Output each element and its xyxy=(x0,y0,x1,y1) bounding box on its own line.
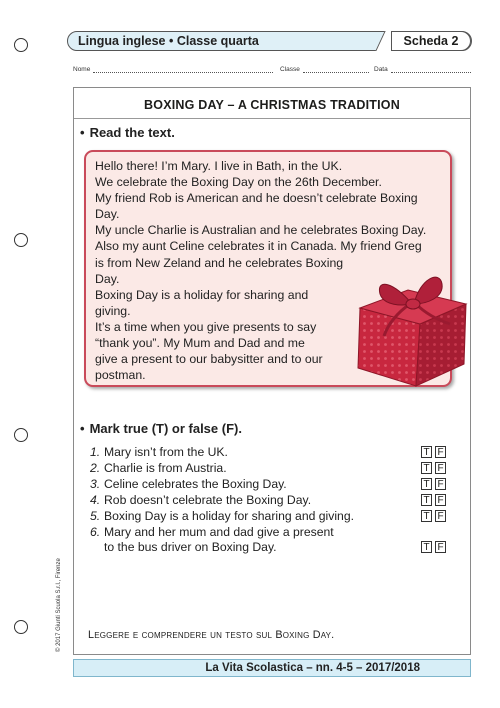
true-checkbox[interactable]: T xyxy=(421,541,432,553)
item-text: Boxing Day is a holiday for sharing and giving. xyxy=(104,509,354,523)
text-line: My friend Rob is American and he doesn’t celebrate Boxing xyxy=(95,191,418,206)
text-line: is from New Zeland and he celebrates Boxing xyxy=(95,255,344,270)
item-text: Rob doesn’t celebrate the Boxing Day. xyxy=(104,493,312,507)
item-number: 3. xyxy=(90,477,101,491)
copyright-note: © 2017 Giunti Scuola S.r.l., Firenze xyxy=(56,558,62,652)
list-item xyxy=(90,445,228,460)
false-checkbox[interactable]: F xyxy=(435,462,446,474)
punch-hole xyxy=(14,38,28,52)
class-field[interactable] xyxy=(303,72,369,73)
text-line: “thank you”. My Mum and Dad and me xyxy=(95,336,305,351)
item-text: Celine celebrates the Boxing Day. xyxy=(104,477,287,491)
read-instruction-text: Read the text. xyxy=(89,125,175,140)
footer-bar: La Vita Scolastica – nn. 4-5 – 2017/2018 xyxy=(73,659,471,677)
list-item xyxy=(90,525,334,556)
text-line: Day. xyxy=(95,207,120,222)
title-divider xyxy=(74,118,470,119)
item-number: 2. xyxy=(90,461,101,475)
class-label: Classe xyxy=(280,66,300,73)
text-line: Hello there! I’m Mary. I live in Bath, in the UK. xyxy=(95,159,343,173)
punch-hole xyxy=(14,233,28,247)
item-text: Mary and her mum and dad give a present xyxy=(104,525,334,539)
bullet-icon: • xyxy=(80,421,85,436)
name-field[interactable] xyxy=(93,72,273,73)
true-checkbox[interactable]: T xyxy=(421,478,432,490)
text-line: My uncle Charlie is Australian and he celebrates Boxing Day. xyxy=(95,223,427,238)
worksheet-frame xyxy=(73,87,471,655)
false-checkbox[interactable]: F xyxy=(435,478,446,490)
subject-label: Lingua inglese • Classe quarta xyxy=(78,34,259,48)
item-number: 1. xyxy=(90,445,101,459)
true-checkbox[interactable]: T xyxy=(421,494,432,506)
header-tab xyxy=(67,31,472,51)
false-checkbox[interactable]: F xyxy=(435,446,446,458)
true-checkbox[interactable]: T xyxy=(421,462,432,474)
item-number: 6. xyxy=(90,525,101,539)
true-false-boxes xyxy=(421,446,446,458)
text-line: Day. xyxy=(95,271,120,286)
true-checkbox[interactable]: T xyxy=(421,446,432,458)
item-text-continued: to the bus driver on Boxing Day. xyxy=(104,540,277,555)
true-checkbox[interactable]: T xyxy=(421,510,432,522)
text-line: It’s a time when you give presents to say xyxy=(95,319,317,334)
mark-instruction-text: Mark true (T) or false (F). xyxy=(89,421,242,436)
true-false-boxes xyxy=(421,510,446,522)
false-checkbox[interactable]: F xyxy=(435,510,446,522)
date-label: Data xyxy=(374,66,388,73)
item-number: 4. xyxy=(90,493,101,507)
date-field[interactable] xyxy=(391,72,471,73)
page-title: BOXING DAY – A CHRISTMAS TRADITION xyxy=(144,98,400,112)
text-line: give a present to our babysitter and to our xyxy=(95,352,323,367)
name-label: Nome xyxy=(73,66,91,73)
false-checkbox[interactable]: F xyxy=(435,494,446,506)
list-item xyxy=(90,477,287,492)
read-instruction xyxy=(80,125,175,140)
list-item xyxy=(90,509,354,524)
false-checkbox[interactable]: F xyxy=(435,541,446,553)
learning-objective: Leggere e comprendere un testo sul Boxing Day. xyxy=(88,629,335,641)
bullet-icon: • xyxy=(80,125,85,140)
item-text: Mary isn’t from the UK. xyxy=(104,445,228,459)
mark-instruction xyxy=(80,421,242,436)
text-line: giving. xyxy=(95,303,131,318)
item-text: Charlie is from Austria. xyxy=(104,461,227,475)
list-item xyxy=(90,461,227,476)
sheet-label: Scheda 2 xyxy=(391,31,471,51)
text-line: Boxing Day is a holiday for sharing and xyxy=(95,287,309,302)
item-number: 5. xyxy=(90,509,101,523)
text-line: We celebrate the Boxing Day on the 26th December. xyxy=(95,175,382,190)
true-false-boxes xyxy=(421,494,446,506)
text-line: postman. xyxy=(95,368,146,383)
true-false-boxes xyxy=(421,541,446,553)
true-false-boxes xyxy=(421,462,446,474)
gift-box-icon xyxy=(354,264,474,388)
punch-hole xyxy=(14,620,28,634)
text-line: Also my aunt Celine celebrates it in Canada. My friend Greg xyxy=(95,239,422,254)
list-item xyxy=(90,493,311,508)
punch-hole xyxy=(14,428,28,442)
true-false-boxes xyxy=(421,478,446,490)
